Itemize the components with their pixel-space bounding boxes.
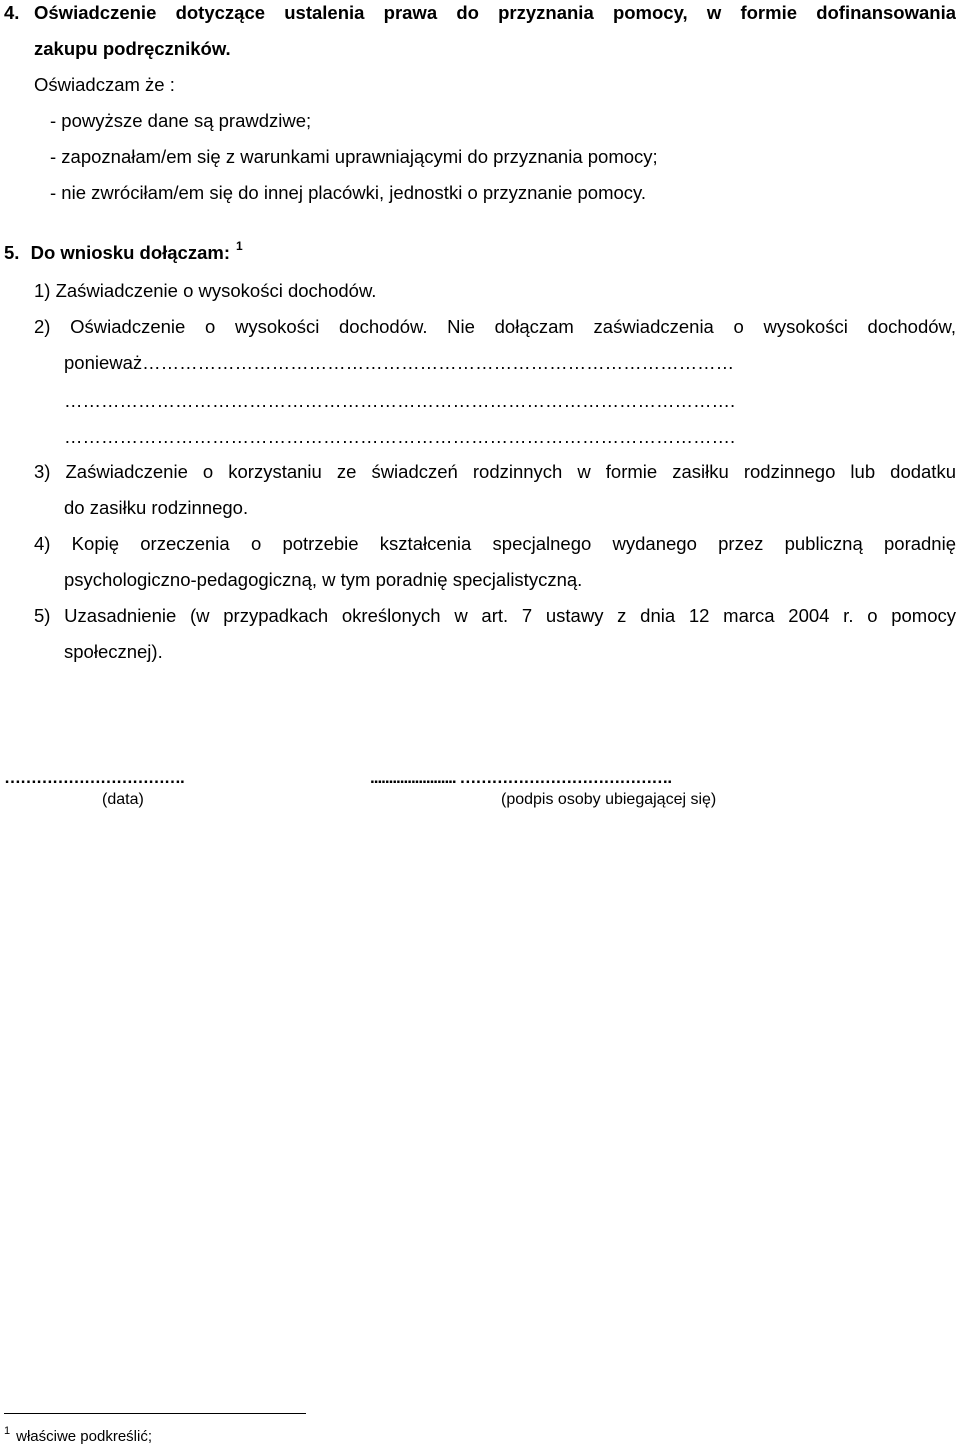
section5-item-2-line2: ponieważ…………………………………………………………………………………… [64,352,735,373]
section5-title: Do wniosku dołączam: [30,242,230,263]
signature-label: (podpis osoby ubiegającej się) [501,791,717,808]
section5-item-4-line1: 4) Kopię orzeczenia o potrzebie kształcenia specjalnego wydanego przez publiczną poradnię [34,533,956,554]
section4-item-1: - powyższe dane są prawdziwe; [50,110,312,131]
footnote-ref: 1 [236,239,243,253]
section5-item-2-dots1: ………………………………………………………………………………………………. [64,390,736,411]
section5-item-2-dots2: ………………………………………………………………………………………………. [64,426,736,447]
date-label: (data) [102,791,144,808]
section4-number: 4. [4,2,20,23]
footnote [4,1425,153,1445]
section4-intro: Oświadczam że : [34,74,175,95]
section5-item-1: 1) Zaświadczenie o wysokości dochodów. [34,280,377,301]
section5-item-3-line1: 3) Zaświadczenie o korzystaniu ze świadczeń rodzinnych w formie zasiłku rodzinnego lub dodatku [34,461,956,482]
section5-item-2-line1: 2) Oświadczenie o wysokości dochodów. Nie dołączam zaświadczenia o wysokości dochodów, [34,316,956,337]
footnote-mark: 1 [4,1425,11,1437]
date-dots: ……………………………. [4,768,184,787]
section4-title-line2: zakupu podręczników. [34,38,231,59]
section5-item-3-line2: do zasiłku rodzinnego. [64,497,249,518]
section4-title-line1: Oświadczenie dotyczące ustalenia prawa do przyznania pomocy, w formie dofinansowania [34,2,956,23]
section5-item-5-line1: 5) Uzasadnienie (w przypadkach określonych w art. 7 ustawy z dnia 12 marca 2004 r. o pomocy [34,605,956,626]
section4-item-2: - zapoznałam/em się z warunkami uprawniającymi do przyznania pomocy; [50,146,658,167]
section5-heading [4,239,243,264]
footnote-text: właściwe podkreślić; [16,1428,153,1445]
section5-number: 5. [4,242,20,263]
section5-item-5-line2: społecznej). [64,641,163,662]
footnote-divider [4,1413,306,1414]
section4-item-3: - nie zwróciłam/em się do innej placówki, jednostki o przyznanie pomocy. [50,182,647,203]
section5-item-4-line2: psychologiczno-pedagogiczną, w tym poradnię specjalistyczną. [64,569,583,590]
signature-dots: ....................... …………………………………. [370,768,672,787]
